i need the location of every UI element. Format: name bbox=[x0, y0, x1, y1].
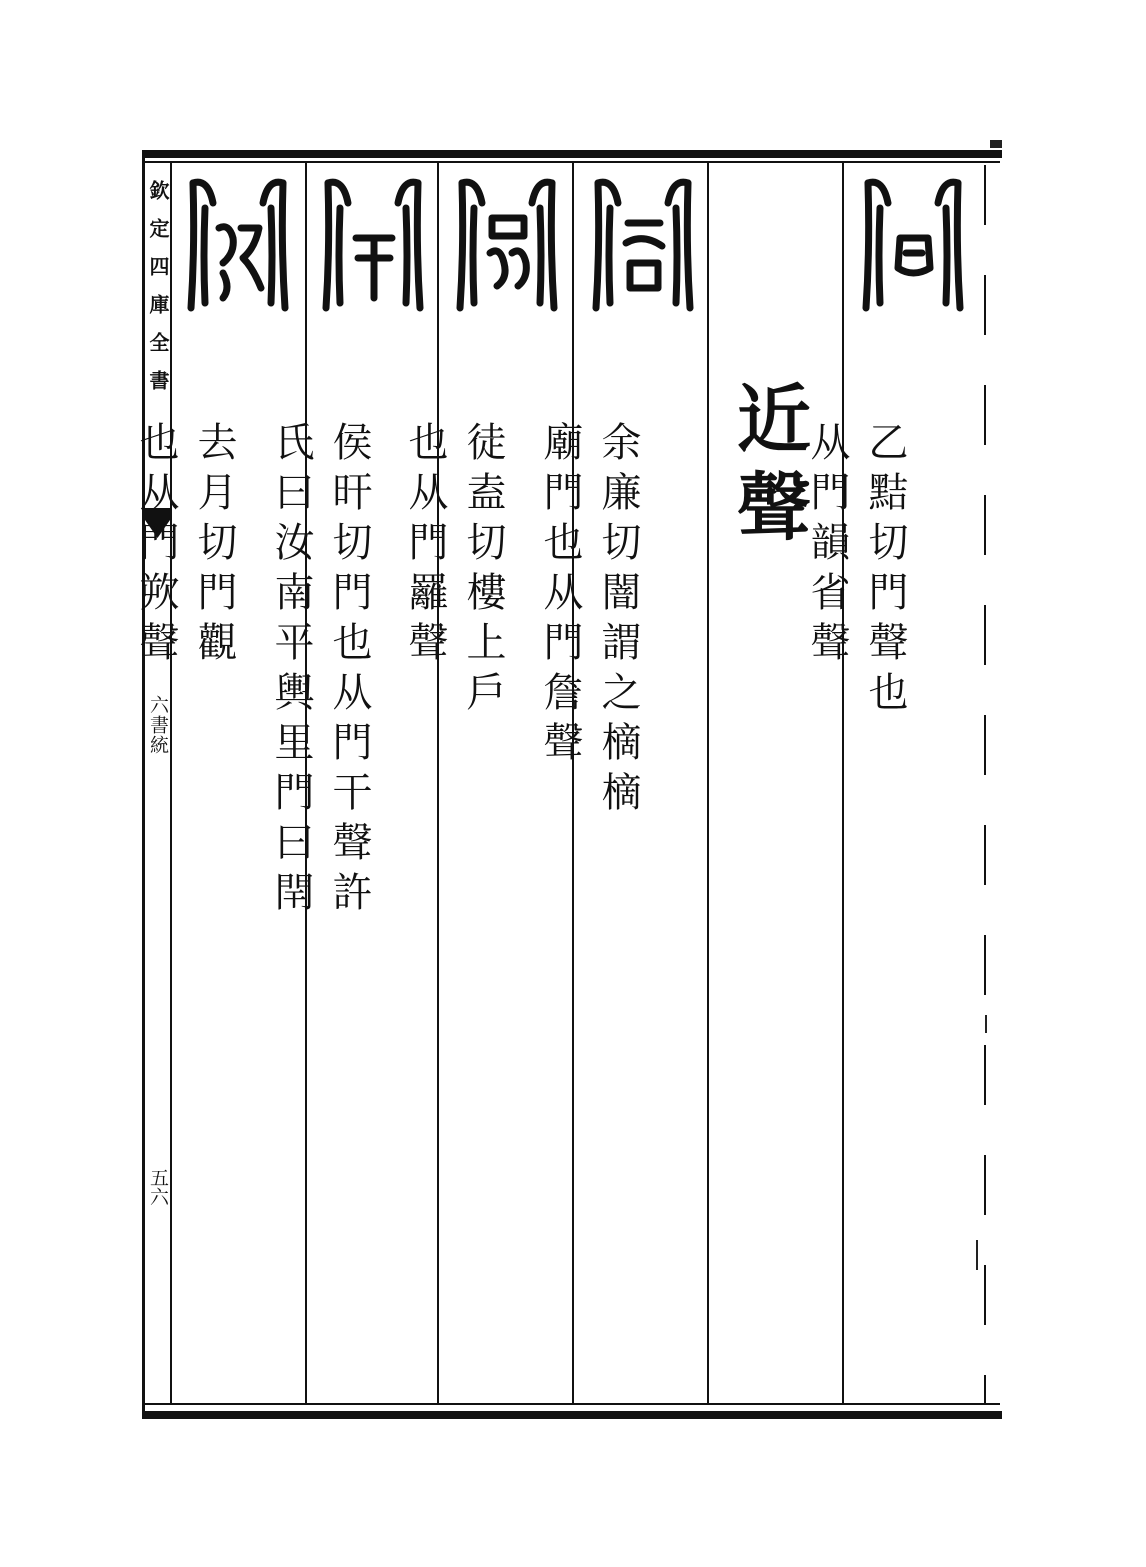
gloss-line: 也从門欮聲 bbox=[133, 420, 179, 671]
seal-character-1 bbox=[858, 168, 968, 318]
gloss-line: 廟門也从門詹聲 bbox=[537, 420, 583, 771]
frame-top-border bbox=[142, 150, 1002, 158]
frame-bottom-inner-border bbox=[142, 1403, 1000, 1405]
seal-character-3 bbox=[452, 168, 562, 318]
seal-character-2 bbox=[588, 168, 698, 318]
gloss-line: 也从門䍦聲 bbox=[402, 420, 448, 671]
margin-page-number: 五六 bbox=[147, 1168, 169, 1206]
scan-speck bbox=[985, 1015, 987, 1033]
gloss-line: 侯旰切門也从門干聲許 bbox=[326, 420, 372, 921]
column-rule bbox=[707, 162, 709, 1404]
margin-book-name: 六書統 bbox=[147, 695, 169, 755]
gloss-column-3 bbox=[402, 330, 570, 721]
frame-right-border bbox=[984, 165, 986, 1405]
gloss-line: 从門韻省聲 bbox=[804, 420, 850, 671]
frame-bottom-border bbox=[142, 1411, 1002, 1419]
seal-character-5 bbox=[183, 168, 293, 318]
gloss-column-1 bbox=[804, 330, 972, 721]
frame-top-inner-border bbox=[142, 161, 1000, 163]
gloss-column-4 bbox=[268, 330, 436, 921]
gloss-line: 乙黠切門聲也 bbox=[862, 420, 908, 721]
gloss-line: 氏曰汝南平輿里門曰閈 bbox=[268, 420, 314, 921]
scan-speck bbox=[990, 140, 1002, 148]
gloss-column-5 bbox=[133, 330, 301, 671]
seal-character-4 bbox=[318, 168, 428, 318]
gloss-column-2 bbox=[537, 330, 705, 821]
gloss-line: 徒盍切樓上戶 bbox=[460, 420, 506, 721]
gloss-line: 余廉切闇謂之樀樀 bbox=[595, 420, 641, 821]
section-heading: 近聲 bbox=[725, 380, 811, 556]
scan-speck bbox=[976, 1240, 978, 1270]
margin-title: 欽定四庫全書 bbox=[146, 180, 170, 408]
gloss-line: 去月切門觀 bbox=[191, 420, 237, 671]
